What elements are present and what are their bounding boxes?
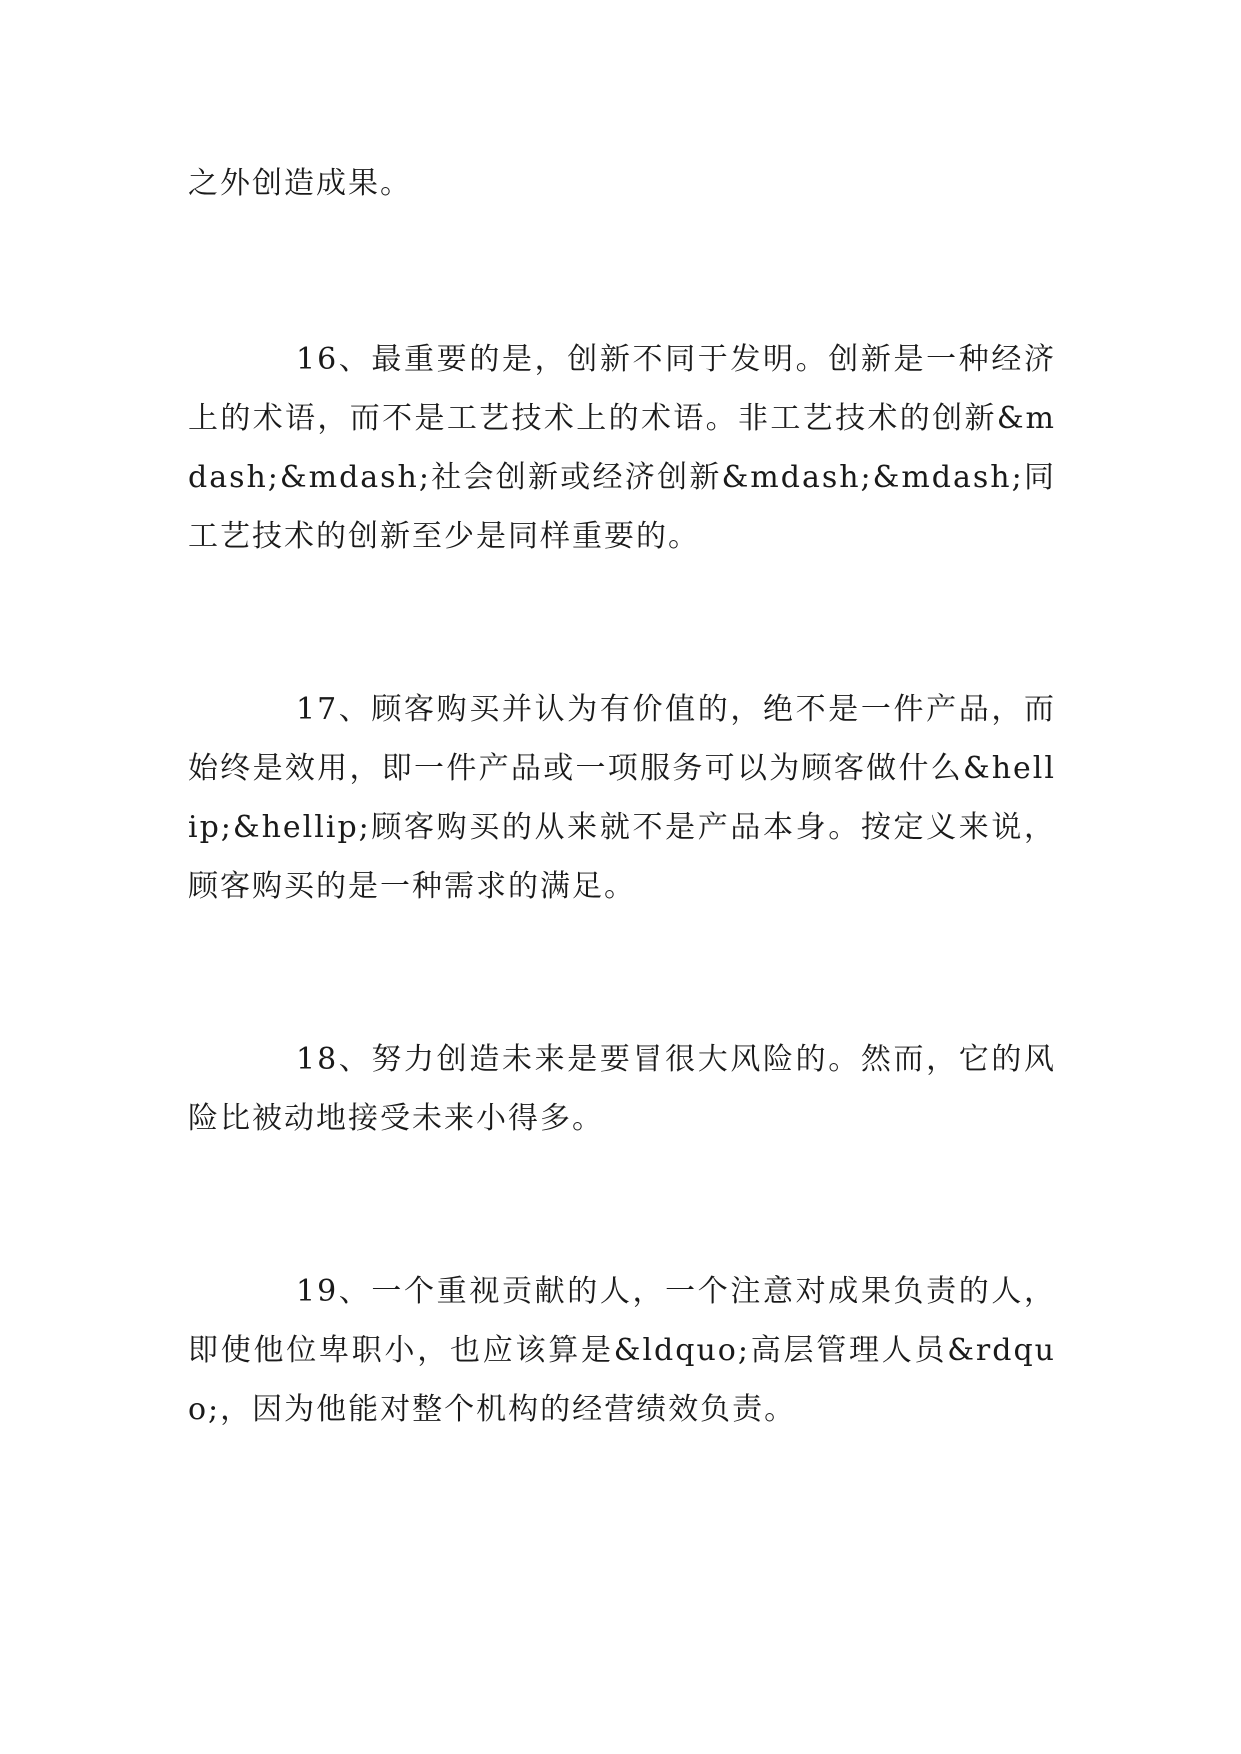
paragraph-item-16: 16、最重要的是，创新不同于发明。创新是一种经济上的术语，而不是工艺技术上的术语。非工艺技术的创新&mdash;&mdash;社会创新或经济创新&mdash;&mdash;同工艺技术的创新至少是同样重要的。 bbox=[188, 342, 1056, 554]
paragraph-item-18: 18、努力创造未来是要冒很大风险的。然而，它的风险比被动地接受未来小得多。 bbox=[188, 1042, 1056, 1136]
paragraph-item-17: 17、顾客购买并认为有价值的，绝不是一件产品，而始终是效用，即一件产品或一项服务可以为顾客做什么&hellip;&hellip;顾客购买的从来就不是产品本身。按定义来说，顾客购买的是一种需求的满足。 bbox=[188, 692, 1056, 904]
paragraph-continuation: 之外创造成果。 bbox=[188, 166, 412, 201]
paragraph-item-19: 19、一个重视贡献的人，一个注意对成果负责的人，即使他位卑职小，也应该算是&ldquo;高层管理人员&rdquo;，因为他能对整个机构的经营绩效负责。 bbox=[188, 1274, 1056, 1427]
